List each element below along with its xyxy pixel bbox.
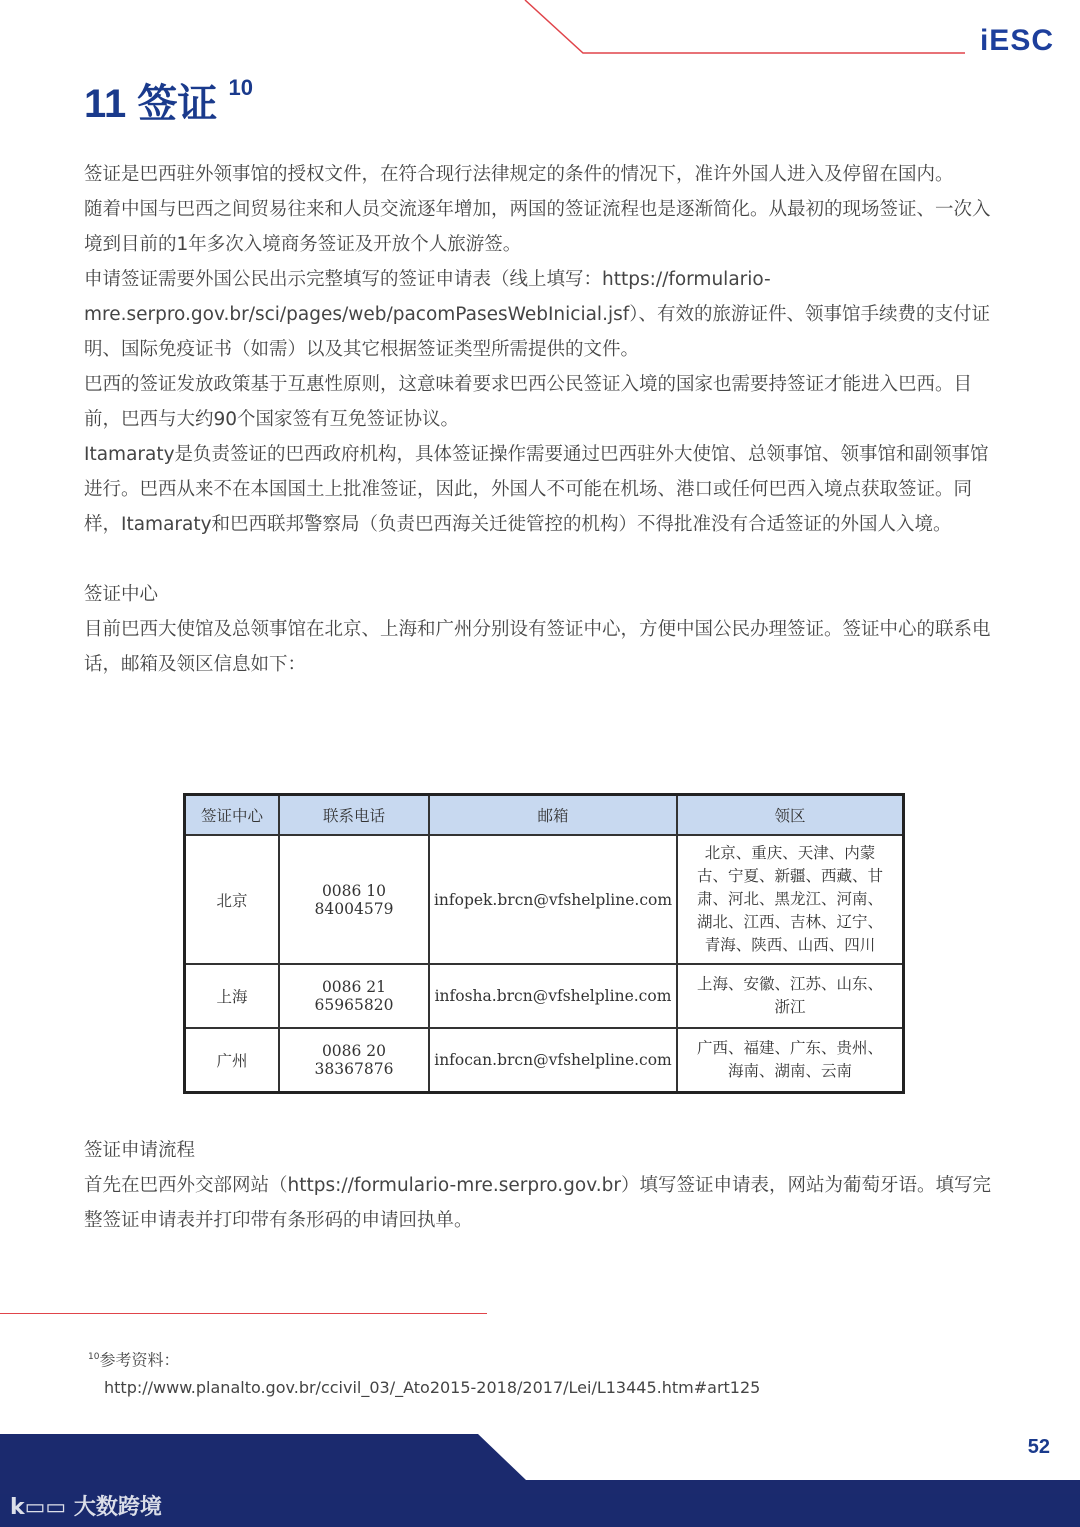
footnote xyxy=(88,1343,760,1402)
area-line: 肃、河北、黑龙江、河南、 xyxy=(696,890,883,908)
phone-cell: 0086 10 84004579 xyxy=(279,835,429,964)
title-footnote-ref: 10 xyxy=(228,74,254,100)
phone-cell: 0086 21 65965820 xyxy=(279,964,429,1028)
footnote-divider xyxy=(0,1313,487,1314)
visa-center-table xyxy=(183,793,905,1094)
area-line: 上海、安徽、江苏、山东、 xyxy=(696,975,883,993)
footnote-url[interactable]: http://www.planalto.gov.br/ccivil_03/_Ato2015-2018/2017/Lei/L13445.htm#art125 xyxy=(104,1378,761,1398)
paragraph: 签证是巴西驻外领事馆的授权文件，在符合现行法律规定的条件的情况下，准许外国人进入及停留在国内。 xyxy=(84,164,954,185)
page-title xyxy=(84,72,253,129)
process-text: 首先在巴西外交部网站（https://formulario-mre.serpro.gov.br）填写签证申请表，网站为葡萄牙语。填写完整签证申请表并打印带有条形码的申请回执单。 xyxy=(84,1175,991,1231)
paragraph: 申请签证需要外国公民出示完整填写的签证申请表（线上填写：https://formulario-mre.serpro.gov.br/sci/pages/web/pacomPasesWebInicial.jsf）、有效的旅游证件、领事馆手续费的支付证明、国际免疫证书（如需）以及其它根据签证类型所需提供的文件。 xyxy=(84,269,990,360)
center-cell: 广州 xyxy=(185,1028,280,1092)
body-content xyxy=(84,157,996,682)
center-cell: 北京 xyxy=(185,835,280,964)
email-cell: infocan.brcn@vfshelpline.com xyxy=(429,1028,677,1092)
table-row xyxy=(185,1028,904,1092)
table-row xyxy=(185,835,904,964)
area-line: 海南、湖南、云南 xyxy=(727,1061,852,1080)
area-cell xyxy=(677,1028,904,1092)
watermark-text: 大数跨境 xyxy=(73,1495,162,1520)
area-line: 北京、重庆、天津、内蒙 xyxy=(704,844,876,862)
header-phone: 联系电话 xyxy=(279,795,429,836)
area-line: 湖北、江西、吉林、辽宁、 xyxy=(696,913,883,931)
area-cell xyxy=(677,835,904,964)
process-section xyxy=(84,1133,996,1238)
phone-cell: 0086 20 38367876 xyxy=(279,1028,429,1092)
watermark xyxy=(10,1490,162,1521)
paragraph: 巴西的签证发放政策基于互惠性原则，这意味着要求巴西公民签证入境的国家也需要持签证才能进入巴西。目前，巴西与大约90个国家签有互免签证协议。 xyxy=(84,374,973,430)
area-cell xyxy=(677,964,904,1028)
iesc-logo: iESC xyxy=(979,24,1054,57)
footer-band xyxy=(0,1434,1080,1527)
email-cell: infopek.brcn@vfshelpline.com xyxy=(429,835,677,964)
footnote-number: 10 xyxy=(88,1352,100,1362)
table-header-row xyxy=(185,795,904,836)
header-area: 领区 xyxy=(677,795,904,836)
section-number: 11 xyxy=(84,82,127,126)
area-line: 广西、福建、广东、贵州、 xyxy=(696,1038,883,1057)
visa-center-text: 目前巴西大使馆及总领事馆在北京、上海和广州分别设有签证中心，方便中国公民办理签证。签证中心的联系电话，邮箱及领区信息如下： xyxy=(84,619,991,675)
center-cell: 上海 xyxy=(185,964,280,1028)
header-decoration xyxy=(0,0,1080,70)
email-cell: infosha.brcn@vfshelpline.com xyxy=(429,964,677,1028)
page-number: 52 xyxy=(1027,1436,1050,1458)
watermark-logo-icon: k▭▭ xyxy=(10,1495,74,1520)
visa-center-heading: 签证中心 xyxy=(84,584,159,605)
area-line: 古、宁夏、新疆、西藏、甘 xyxy=(696,867,883,885)
header-center: 签证中心 xyxy=(185,795,280,836)
area-line: 浙江 xyxy=(774,998,806,1016)
area-line: 青海、陕西、山西、四川 xyxy=(704,936,876,954)
table-row xyxy=(185,964,904,1028)
header-email: 邮箱 xyxy=(429,795,677,836)
footnote-label: 参考资料： xyxy=(99,1350,180,1370)
paragraph: Itamaraty是负责签证的巴西政府机构，具体签证操作需要通过巴西驻外大使馆、总领事馆、领事馆和副领事馆进行。巴西从来不在本国国土上批准签证，因此，外国人不可能在机场、港口或任何巴西入境点获取签证。同样，Itamaraty和巴西联邦警察局（负责巴西海关迁徙管控的机构）不得批准没有合适签证的外国人入境。 xyxy=(84,444,989,535)
section-title-text: 签证 xyxy=(137,82,218,126)
paragraph: 随着中国与巴西之间贸易往来和人员交流逐年增加，两国的签证流程也是逐渐简化。从最初的现场签证、一次入境到目前的1年多次入境商务签证及开放个人旅游签。 xyxy=(84,199,991,255)
process-heading: 签证申请流程 xyxy=(84,1140,196,1161)
